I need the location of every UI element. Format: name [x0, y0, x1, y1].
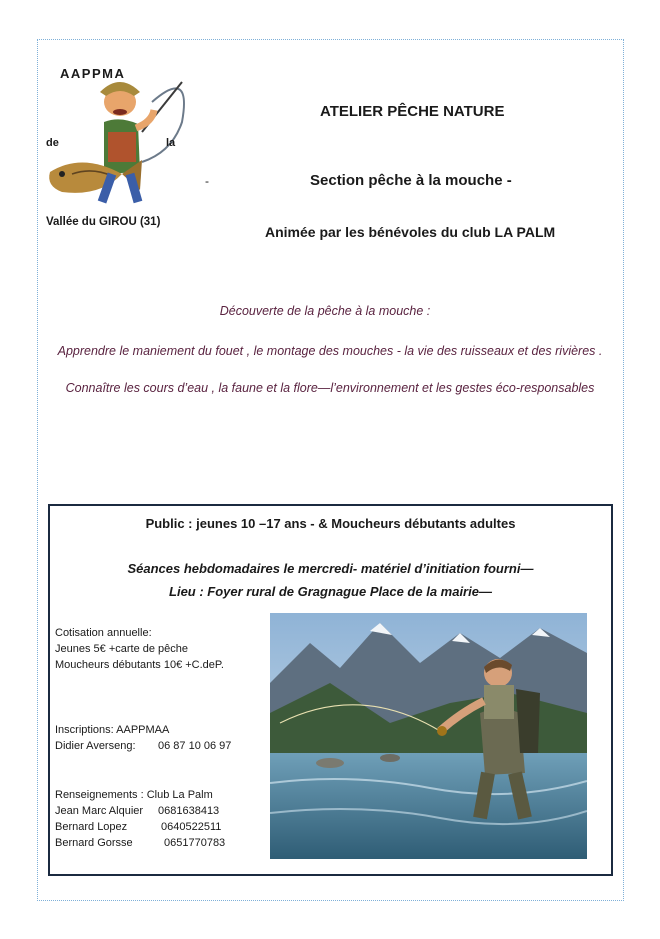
contact-row: [55, 835, 225, 851]
page-title: ATELIER PÊCHE NATURE: [320, 103, 505, 120]
fly-fishing-photo: [270, 613, 587, 859]
section-title: Section pêche à la mouche -: [310, 172, 512, 189]
public-text: Public : jeunes 10 –17 ans - & Moucheurs débutants adultes: [145, 516, 516, 531]
animation-text: Animée par les bénévoles du club LA PALM: [265, 224, 556, 240]
seances-text: Séances hebdomadaires le mercredi- matériel d’initiation fourni—: [127, 561, 534, 576]
inscriptions-phone: 06 87 10 06 97: [158, 740, 232, 752]
discovery-title: Découverte de la pêche à la mouche :: [219, 304, 431, 318]
contact-phone: 0640522511: [161, 821, 222, 833]
discovery-line-1: Apprendre le maniement du fouet , le montage des mouches - la vie des ruisseaux et des rivières .: [57, 344, 603, 358]
discovery-line-2: Connaître les cours d’eau , la faune et la flore—l’environnement et les gestes éco-responsables: [65, 381, 595, 395]
cotisation-block: [55, 625, 224, 673]
lieu-text: Lieu : Foyer rural de Gragnague Place de la mairie—: [169, 584, 492, 599]
inscriptions-title: Inscriptions: AAPPMAA: [55, 724, 170, 736]
cotisation-line-1: Jeunes 5€ +carte de pêche: [55, 643, 189, 655]
cotisation-line-2: Moucheurs débutants 10€ +C.deP.: [55, 659, 224, 671]
contact-phone: 0681638413: [158, 805, 220, 817]
contact-name: Bernard Gorsse: [55, 837, 133, 849]
cotisation-title: Cotisation annuelle:: [55, 627, 152, 639]
contact-name: Jean Marc Alquier: [55, 805, 144, 817]
logo-la: la: [166, 137, 176, 149]
inscriptions-block: [55, 722, 231, 754]
logo-de: de: [46, 137, 59, 149]
renseignements-title: Renseignements : Club La Palm: [55, 789, 213, 801]
inscriptions-name: Didier Averseng:: [55, 740, 136, 752]
contact-name: Bernard Lopez: [55, 821, 128, 833]
logo-subtitle: Vallée du GIROU (31): [46, 216, 161, 228]
renseignements-block: [55, 787, 225, 851]
contact-row: [55, 819, 225, 835]
contact-phone: 0651770783: [164, 837, 226, 849]
logo-title: AAPPMA: [60, 66, 126, 81]
contact-row: [55, 803, 225, 819]
separator-dash: -: [205, 174, 209, 188]
